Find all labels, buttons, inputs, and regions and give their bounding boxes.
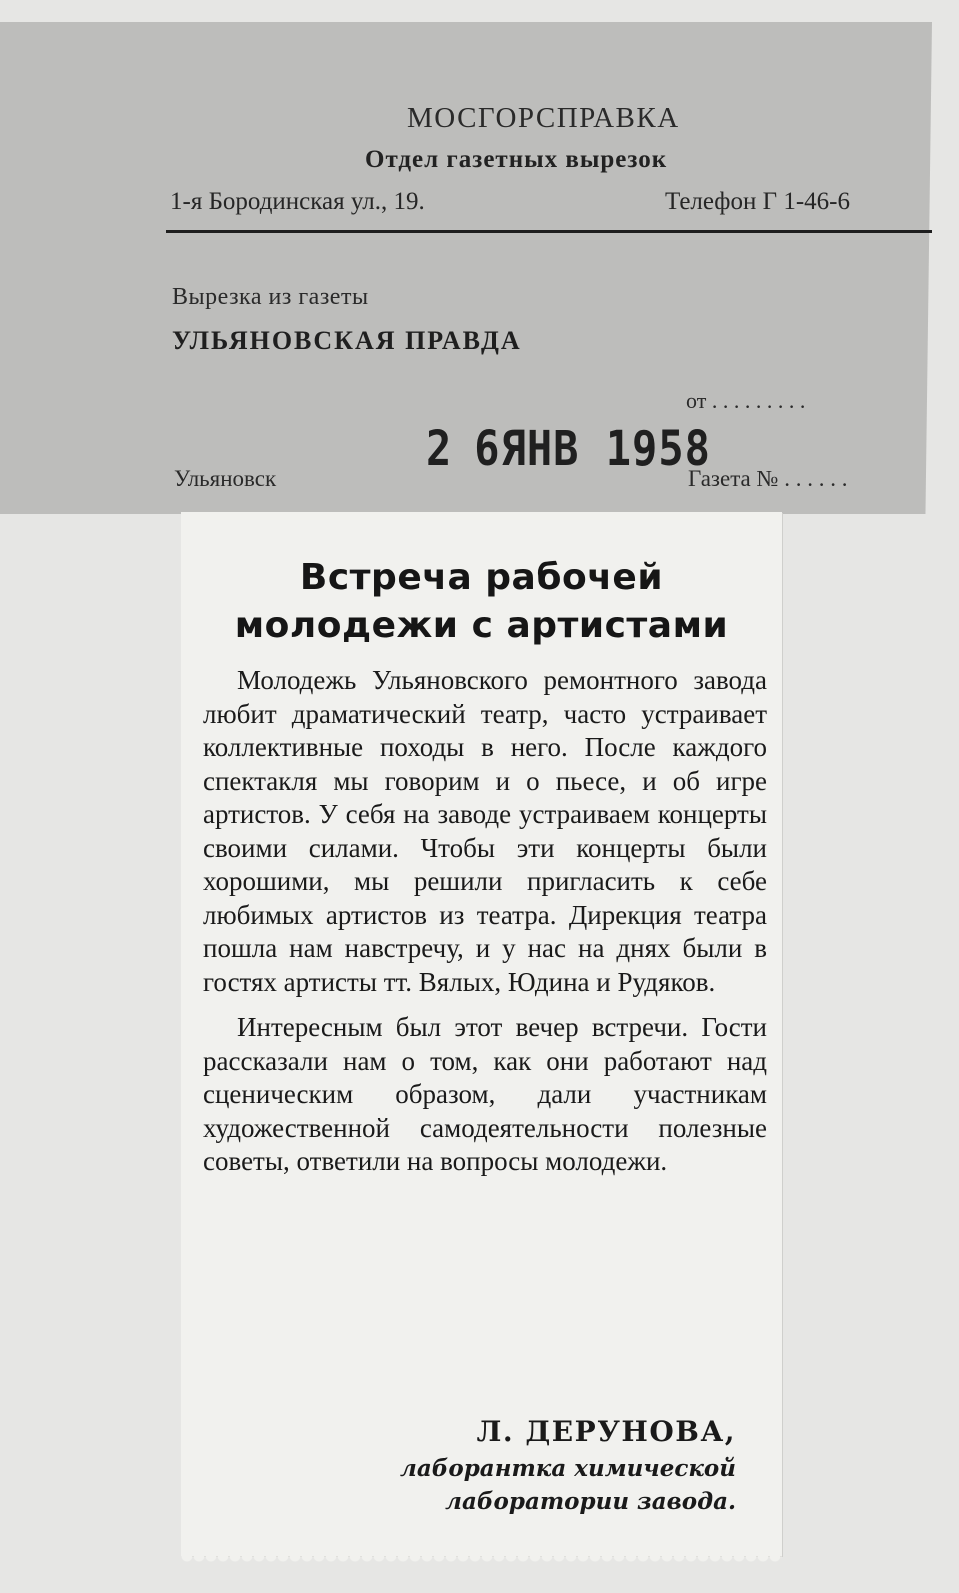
header-divider [166,230,932,233]
article-body [203,664,767,1179]
headline-line-2: молодежи с артистами [234,605,729,646]
date-stamp-month: 6ЯНВ [474,420,580,477]
headline-line-1: Встреча рабочей [299,557,664,598]
date-stamp-day: 2 [426,420,453,477]
author-name: Л. ДЕРУНОВА, [476,1415,736,1448]
phone-number: Телефон Г 1-46-6 [665,188,850,215]
date-stamp-year: 1958 [605,420,711,477]
clipping-torn-edge [181,1556,782,1568]
article-signature [316,1412,736,1518]
author-role-line-1: лаборантка химической [400,1455,736,1482]
article-paragraph-2: Интересным был этот вечер встречи. Гости рассказали нам о том, как они работают над сценическим образом, дали участникам художественной самодеятельности полезные советы, ответили на вопросы молодежи. [203,1012,767,1176]
newspaper-number-field: Газета № . . . . . . [688,466,848,491]
date-from-field: от . . . . . . . . . [686,388,806,413]
city: Ульяновск [174,466,277,491]
author-role-line-2: лаборатории завода. [445,1488,736,1515]
article-paragraph-1: Молодежь Ульяновского ремонтного завода любит драматический театр, часто устраивает коллективные походы в него. После каждого спектакля мы говорим и о пьесе, и об игре артистов. У себя на заводе устраиваем концерты своими силами. Чтобы эти концерты были хорошими, мы решили пригласить к себе любимых артистов из театра. Дирекция театра пошла нам навстречу, и у нас на днях были в гостях артисты тт. Вялых, Юдина и Рудяков. [203,665,767,997]
organization-name: МОСГОРСПРАВКА [407,102,680,134]
clipping-label: Вырезка из газеты [172,284,369,310]
department-name: Отдел газетных вырезок [365,146,668,173]
newspaper-clipping [181,512,782,1556]
date-stamp [426,420,711,476]
newspaper-name: УЛЬЯНОВСКАЯ ПРАВДА [172,326,522,355]
address: 1-я Бородинская ул., 19. [170,188,425,215]
article-headline [181,554,782,650]
